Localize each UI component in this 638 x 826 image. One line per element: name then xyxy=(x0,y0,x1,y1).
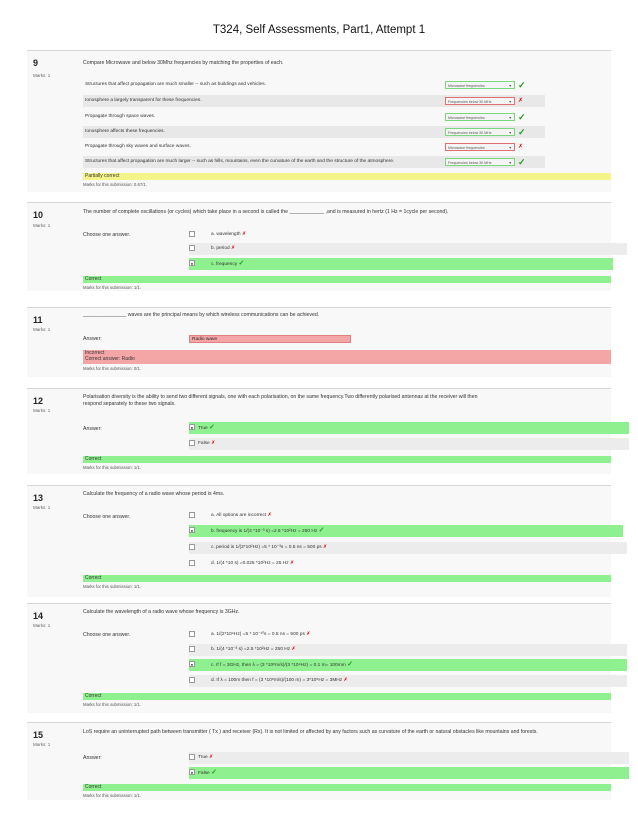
question-number: 15 xyxy=(33,730,44,740)
check-icon: ✓ xyxy=(518,80,526,90)
match-row-text: Propagate through sky waves and surface waves. xyxy=(85,144,191,149)
match-select-value: Microwave frequencies xyxy=(448,146,485,150)
answer-option-selected[interactable] xyxy=(189,422,629,434)
check-icon: ✓ xyxy=(211,769,217,776)
question-marks: Marks: 1 xyxy=(33,408,51,413)
cross-icon: ✗ xyxy=(306,632,311,637)
match-row xyxy=(83,95,545,107)
radio-button-selected[interactable]: ● xyxy=(190,425,194,430)
match-select-value: Frequencies below 30 MHz xyxy=(448,161,492,165)
marks-for-submission: Marks for this submission: 1/1. xyxy=(83,793,142,798)
answer-option[interactable] xyxy=(189,510,627,522)
option-label: True xyxy=(198,755,208,760)
check-icon: ✓ xyxy=(209,424,215,431)
match-row-text: Structures that affect propagation are much larger -- such as hills, mountains, even the curvature of the earth and the structure of the atmosphere. xyxy=(85,159,395,164)
cross-icon: ✗ xyxy=(231,246,236,251)
radio-button[interactable] xyxy=(189,677,195,683)
radio-button-selected[interactable]: ● xyxy=(190,528,194,533)
option-label: b. frequency is 1/(4 *10⁻³ s) =2.5 *10²Hz = 250 Hz xyxy=(211,529,318,534)
answer-option[interactable] xyxy=(189,438,629,450)
cross-icon: ✗ xyxy=(518,144,524,150)
question-marks: Marks: 1 xyxy=(33,73,51,78)
question-12 xyxy=(27,388,611,474)
answer-input[interactable]: Radio wave xyxy=(189,335,351,343)
choose-one-label: Choose one answer. xyxy=(83,514,131,520)
cross-icon: ✗ xyxy=(211,441,216,446)
status-correct: Correct xyxy=(83,784,611,791)
question-text: _______________ waves are the principal means by which wireless communications can be achieved. xyxy=(83,312,320,318)
question-text: Calculate the wavelength of a radio wave whose frequency is 3GHz. xyxy=(83,609,240,615)
choose-one-label: Choose one answer. xyxy=(83,632,131,638)
option-label: c. period is 1/(2*10²Hz) =5 * 10⁻³s = 0.5 ns = 500 ps xyxy=(211,545,322,550)
marks-for-submission: Marks for this submission: 0.67/1. xyxy=(83,182,148,187)
radio-button[interactable] xyxy=(189,560,195,566)
question-10 xyxy=(27,202,611,291)
chevron-down-icon: ▼ xyxy=(508,84,512,88)
radio-button-selected[interactable]: ● xyxy=(190,770,194,775)
radio-button[interactable] xyxy=(189,440,195,446)
match-row xyxy=(83,126,545,138)
match-row xyxy=(83,111,545,123)
radio-button[interactable] xyxy=(189,544,195,550)
radio-button[interactable] xyxy=(189,512,195,518)
radio-button[interactable] xyxy=(189,754,195,760)
cross-icon: ✗ xyxy=(291,647,296,652)
match-select-value: Microwave frequencies xyxy=(448,84,485,88)
cross-icon: ✗ xyxy=(267,513,272,518)
match-select[interactable] xyxy=(445,128,515,136)
question-text: LoS require an uninterrupted path between transmitter ( Tx ) and receiver (Rx). It is not limited or affected by any factors such as curvature of the earth or natural obstacles like mountains and forests. xyxy=(83,729,538,735)
answer-option[interactable] xyxy=(189,542,627,554)
answer-label: Answer: xyxy=(83,426,102,432)
question-text: Compare Microwave and below 30Mhz frequencies by matching the properties of each. xyxy=(83,60,284,66)
answer-label: Answer: xyxy=(83,755,102,761)
match-select-value: Frequencies below 30 MHz xyxy=(448,131,492,135)
choose-one-label: Choose one answer. xyxy=(83,232,131,238)
cross-icon: ✗ xyxy=(241,232,246,237)
answer-option[interactable] xyxy=(189,243,627,255)
match-select[interactable] xyxy=(445,158,515,166)
status-partially-correct: Partially correct xyxy=(83,173,611,180)
answer-option-selected[interactable] xyxy=(189,525,623,537)
radio-button[interactable] xyxy=(189,231,195,237)
chevron-down-icon: ▼ xyxy=(508,131,512,135)
match-select[interactable] xyxy=(445,97,515,105)
question-text: The number of complete oscillations (or cycles) which take place in a second is called the ____________ ,and is measured in hertz (1 Hz = 1cycle per second). xyxy=(83,209,449,215)
answer-option[interactable] xyxy=(189,629,627,641)
question-number: 13 xyxy=(33,493,44,503)
check-icon: ✓ xyxy=(347,661,353,668)
answer-option[interactable] xyxy=(189,229,627,241)
question-13 xyxy=(27,485,611,597)
status-correct: Correct xyxy=(83,575,611,582)
radio-button[interactable] xyxy=(189,631,195,637)
radio-button[interactable] xyxy=(189,646,195,652)
match-select[interactable] xyxy=(445,143,515,151)
radio-button-selected[interactable]: ● xyxy=(190,662,194,667)
question-15 xyxy=(27,722,611,800)
question-number: 10 xyxy=(33,210,44,220)
cross-icon: ✗ xyxy=(289,561,294,566)
answer-label: Answer: xyxy=(83,336,102,342)
status-correct: Correct xyxy=(83,276,611,283)
status-incorrect xyxy=(83,350,611,364)
option-label: b. 1/(4 *10⁻³ s) =2.5 *10²Hz = 250 Hz xyxy=(211,647,291,652)
check-icon: ✓ xyxy=(318,527,325,534)
match-row xyxy=(83,79,545,91)
cross-icon: ✗ xyxy=(518,98,524,104)
question-9 xyxy=(27,50,611,192)
option-label: d. 1/(4 *10 s) =0.025 *10²Hz = 25 Hz xyxy=(211,561,289,566)
match-row-text: Ionosphere a largely transparent for these frequencies. xyxy=(85,98,202,103)
answer-option-selected[interactable] xyxy=(189,659,627,671)
answer-option[interactable] xyxy=(189,752,629,764)
option-label: d. If λ = 100m then f = (3 *10⁸m/s)/(100 m) = 3*10⁶Hz = 3MHz xyxy=(211,678,343,683)
cross-icon: ✗ xyxy=(209,755,214,760)
option-label: c. If f = 3GHz, then λ = (3 *10⁸m/s)/(3 *10⁹Hz) = 0.1 m= 100mm xyxy=(211,663,346,668)
status-label: Incorrect xyxy=(85,350,105,356)
answer-option-selected[interactable] xyxy=(189,767,629,779)
document-title: T324, Self Assessments, Part1, Attempt 1 xyxy=(212,24,426,36)
status-correct: Correct xyxy=(83,693,611,700)
question-marks: Marks: 1 xyxy=(33,505,51,510)
option-label: a. 1/(2*10⁹Hz) =5 * 10⁻¹⁰s = 0.5 ns = 500 ps xyxy=(211,632,305,637)
marks-for-submission: Marks for this submission: 1/1. xyxy=(83,285,142,290)
question-marks: Marks: 1 xyxy=(33,742,51,747)
marks-for-submission: Marks for this submission: 0/1. xyxy=(83,366,142,371)
chevron-down-icon: ▼ xyxy=(508,161,512,165)
correct-answer: Correct answer: Radio xyxy=(85,356,135,362)
option-label: False xyxy=(198,771,210,776)
question-marks: Marks: 1 xyxy=(33,223,51,228)
match-select-value: Frequencies below 30 MHz xyxy=(448,100,492,104)
question-text: Polarisation diversity is the ability to send two different signals, one with each polarisation, on the same frequency.Two differently polarised antennas at the receiver will then respond separately to these two signals. xyxy=(83,394,478,407)
question-number: 9 xyxy=(33,58,39,68)
chevron-down-icon: ▼ xyxy=(508,146,512,150)
question-number: 14 xyxy=(33,611,44,621)
option-label: True xyxy=(198,426,208,431)
match-select[interactable] xyxy=(445,113,515,121)
marks-for-submission: Marks for this submission: 1/1. xyxy=(83,702,142,707)
radio-button[interactable] xyxy=(189,245,195,251)
question-number: 11 xyxy=(33,315,43,325)
option-label: a. wavelength xyxy=(211,232,241,237)
question-11 xyxy=(27,307,611,377)
answer-option[interactable] xyxy=(189,675,627,687)
check-icon: ✓ xyxy=(518,127,526,137)
check-icon: ✓ xyxy=(238,260,245,267)
match-row xyxy=(83,141,545,153)
match-row-text: Propagate through space waves. xyxy=(85,114,156,119)
chevron-down-icon: ▼ xyxy=(508,100,512,104)
marks-for-submission: Marks for this submission: 1/1. xyxy=(83,465,142,470)
status-correct: Correct xyxy=(83,456,611,463)
question-number: 12 xyxy=(33,396,44,406)
question-marks: Marks: 1 xyxy=(33,327,51,332)
question-text: Calculate the frequency of a radio wave whose period is 4ms. xyxy=(83,491,225,497)
answer-option[interactable] xyxy=(189,558,627,570)
match-select[interactable] xyxy=(445,81,515,89)
chevron-down-icon: ▼ xyxy=(508,116,512,120)
match-row xyxy=(83,156,545,168)
check-icon: ✓ xyxy=(518,112,526,122)
match-select-value: Microwave frequencies xyxy=(448,116,485,120)
answer-option[interactable] xyxy=(189,644,627,656)
option-label: False xyxy=(198,441,210,446)
option-label: c. frequency xyxy=(211,262,238,267)
match-row-text: Ionosphere affects these frequencies. xyxy=(85,129,165,134)
cross-icon: ✗ xyxy=(343,678,348,683)
cross-icon: ✗ xyxy=(323,545,328,550)
answer-option-selected[interactable] xyxy=(189,258,613,270)
question-14 xyxy=(27,603,611,713)
marks-for-submission: Marks for this submission: 1/1. xyxy=(83,584,142,589)
match-row-text: Structures that affect propagation are much smaller -- such as buildings and vehicles. xyxy=(85,82,266,87)
question-marks: Marks: 1 xyxy=(33,623,51,628)
check-icon: ✓ xyxy=(518,157,526,167)
option-label: a. All options are incorrect xyxy=(211,513,267,518)
option-label: b. period xyxy=(211,246,230,251)
radio-button-selected[interactable]: ● xyxy=(190,261,194,266)
